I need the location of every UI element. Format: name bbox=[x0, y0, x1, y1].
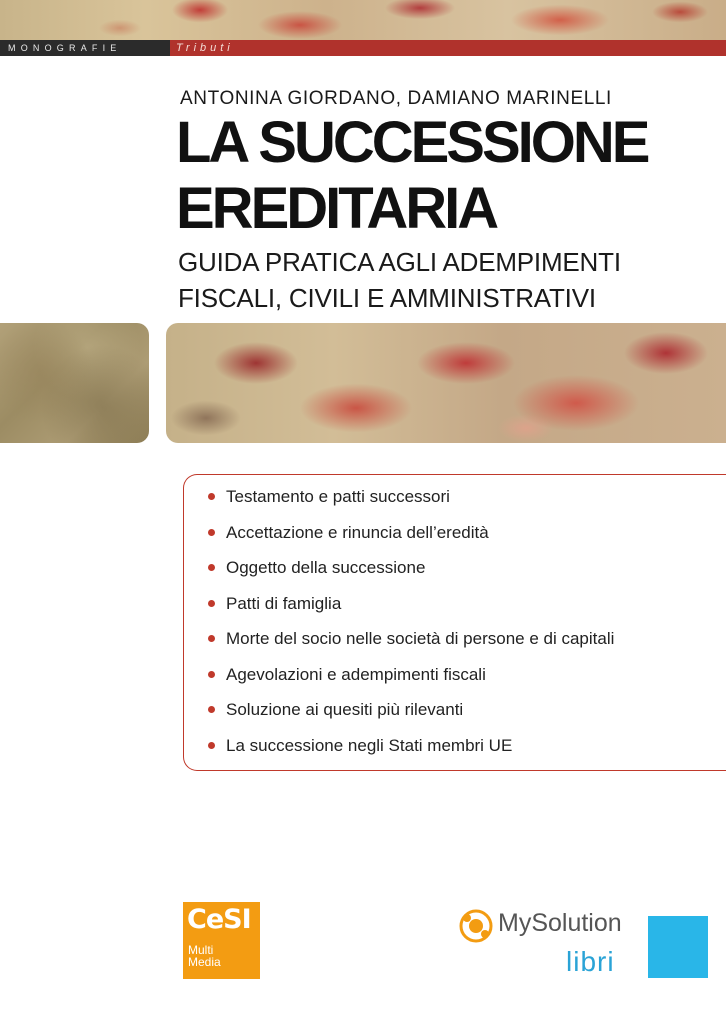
bullet-icon bbox=[208, 600, 215, 607]
bullet-icon bbox=[208, 564, 215, 571]
bullet-icon bbox=[208, 706, 215, 713]
topic-item bbox=[208, 558, 726, 594]
partner-subtitle: libri bbox=[566, 946, 615, 977]
book-subtitle-line-2: FISCALI, CIVILI E AMMINISTRATIVI bbox=[178, 283, 596, 313]
topic-item bbox=[208, 665, 726, 701]
topics-list bbox=[184, 475, 726, 771]
book-authors: ANTONINA GIORDANO, DAMIANO MARINELLI bbox=[180, 88, 612, 109]
series-category: Tributi bbox=[170, 40, 726, 56]
topic-item bbox=[208, 594, 726, 630]
bullet-icon bbox=[208, 635, 215, 642]
topic-label: Testamento e patti successori bbox=[226, 487, 450, 506]
publisher-subtitle bbox=[188, 944, 221, 968]
book-title bbox=[176, 110, 721, 242]
topic-label: Agevolazioni e adempimenti fiscali bbox=[226, 664, 486, 684]
bullet-icon bbox=[208, 529, 215, 536]
topic-item bbox=[208, 487, 726, 523]
topic-label: Morte del socio nelle società di persone e di capitali bbox=[226, 629, 615, 648]
topic-label: Patti di famiglia bbox=[226, 593, 342, 613]
book-title-line-2: EREDITARIA bbox=[176, 176, 497, 241]
top-decorative-band bbox=[0, 0, 726, 40]
bullet-icon bbox=[208, 742, 215, 749]
topic-item bbox=[208, 736, 726, 772]
topic-item bbox=[208, 700, 726, 736]
series-bar bbox=[0, 40, 726, 56]
series-collection: MONOGRAFIE bbox=[0, 40, 170, 56]
topic-label: Accettazione e rinuncia dell’eredità bbox=[226, 522, 489, 542]
bullet-icon bbox=[208, 493, 215, 500]
topic-item bbox=[208, 523, 726, 559]
mysolution-logo-icon bbox=[458, 908, 494, 944]
topic-label: La successione negli Stati membri UE bbox=[226, 735, 513, 755]
partner-blue-square bbox=[648, 916, 708, 978]
topic-label: Soluzione ai quesiti più rilevanti bbox=[226, 700, 464, 719]
book-subtitle bbox=[178, 244, 718, 316]
cover-image-right bbox=[166, 323, 726, 443]
book-title-line-1: LA SUCCESSIONE bbox=[176, 110, 648, 175]
partner-name: MySolution bbox=[498, 909, 622, 937]
publisher-sub-line-1: Multi bbox=[188, 943, 214, 957]
publisher-sub-line-2: Media bbox=[188, 955, 221, 969]
topic-item bbox=[208, 629, 726, 665]
bullet-icon bbox=[208, 671, 215, 678]
cover-image-left bbox=[0, 323, 149, 443]
topics-box bbox=[183, 474, 726, 771]
publisher-logo bbox=[183, 902, 260, 979]
topic-label: Oggetto della successione bbox=[226, 558, 426, 577]
publisher-name: CeSI bbox=[187, 904, 251, 935]
book-subtitle-line-1: GUIDA PRATICA AGLI ADEMPIMENTI bbox=[178, 247, 621, 277]
